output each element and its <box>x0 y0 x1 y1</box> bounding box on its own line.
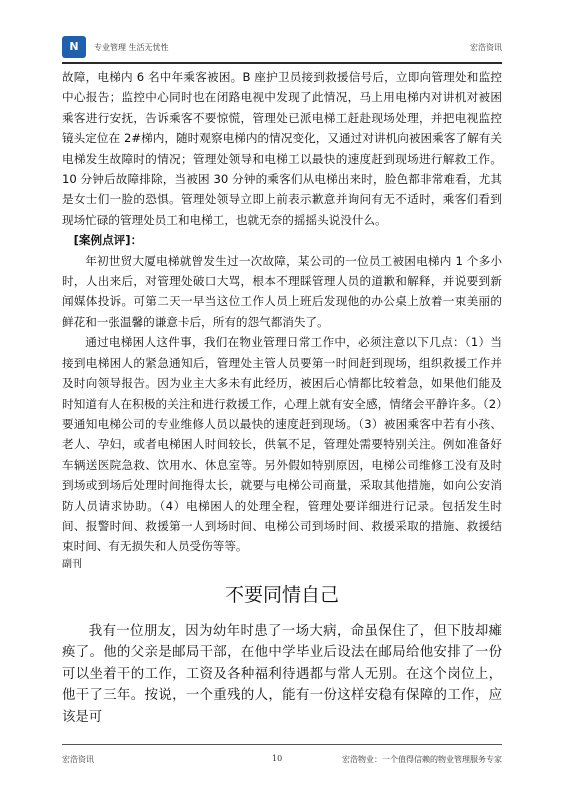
page-number: 10 <box>272 754 283 763</box>
guidelines-paragraph: 通过电梯困人这件事，我们在物业管理日常工作中，必须注意以下几点：（1）当接到电梯困人的紧急通知后，管理处主管人员要第一时间赶到现场，组织救援工作并及时向领导报告。因为业主大多未有此经历，被困后心情都比较着急，如果他们能及时知道有人在积极的关注和进行救援工作，心理上就有安全感，情绪会平静许多。（2）要通知电梯公司的专业维修人员以最快的速度赶到现场。（3）被困乘客中若有小孩、老人、孕妇，或者电梯困人时间较长，供氧不足，管理处需要特别关注。例如准备好车辆送医院急救、饮用水、休息室等。另外假如特别原因，电梯公司维修工没有及时到场或到场后处理时间拖得太长，就要与电梯公司商量，采取其他措施，如向公安消防人员请求协助。（4）电梯困人的处理全程，管理处要详细进行记录。包括发生时间、报警时间、救援第一人到场时间、电梯公司到场时间、救援采取的措施、救援结束时间、有无损失和人员受伤等等。 <box>62 335 502 554</box>
company-logo: N <box>62 36 86 58</box>
supplement-label: 副刊 <box>62 558 82 570</box>
page-content <box>62 67 502 728</box>
supplement-title: 不要同情自己 <box>224 583 339 606</box>
footer-tagline: 宏浩物业：一个值得信赖的物业管理服务专家 <box>342 755 502 764</box>
page-header <box>62 34 502 64</box>
case-review-heading: [案例点评]： <box>73 233 143 248</box>
header-slogan: 专业管理 生活无忧性 <box>94 43 169 52</box>
header-brand: 宏浩资讯 <box>470 43 502 52</box>
footer-divider <box>62 744 502 745</box>
essay-paragraph: 我有一位朋友，因为幼年时患了一场大病，命虽保住了，但下肢却瘫痪了。他的父亲是邮局干部，在他中学毕业后设法在邮局给他安排了一份可以坐着干的工作，工资及各种福利待遇都与常人无别。在这个岗位上，他干了三年。按说，一个重残的人，能有一份这样安稳有保障的工作，应该是可 <box>62 623 502 725</box>
case-paragraph: 故障，电梯内 6 名中年乘客被困。B 座护卫员接到救援信号后，立即向管理处和监控中心报告；监控中心同时也在闭路电视中发现了此情况，马上用电梯内对讲机对被困乘客进行安抚，告诉乘客不要惊慌，管理处已派电梯工赶赴现场处理，并把电视监控镜头定位在 2#梯内，随时观察电梯内的情况变化，又通过对讲机向被困乘客了解有关电梯发生故障时的情况；管理处领导和电梯工以最快的速度赶到现场进行解救工作。10 分钟后故障排除，当被困 30 分钟的乘客们从电梯出来时，脸色都非常难看，尤其是女士们一脸的恐惧。管理处领导立即上前表示歉意并询问有无不适时，乘客们看到现场忙碌的管理处员工和电梯工，也就无奈的摇摇头说没什么。 <box>62 70 502 227</box>
footer-brand: 宏浩资讯 <box>62 755 94 764</box>
header-divider <box>62 62 502 64</box>
supplement-essay <box>62 621 502 729</box>
review-paragraph: 年初世贸大厦电梯就曾发生过一次故障，某公司的一位员工被困电梯内 1 个多小时，人出来后，对管理处破口大骂，根本不理睬管理人员的道歉和解释，并说要到新闻媒体投诉。可第二天一早当这位工作人员上班后发现他的办公桌上放着一束美丽的鲜花和一张温馨的谦意卡后，所有的怨气都消失了。 <box>62 253 502 329</box>
